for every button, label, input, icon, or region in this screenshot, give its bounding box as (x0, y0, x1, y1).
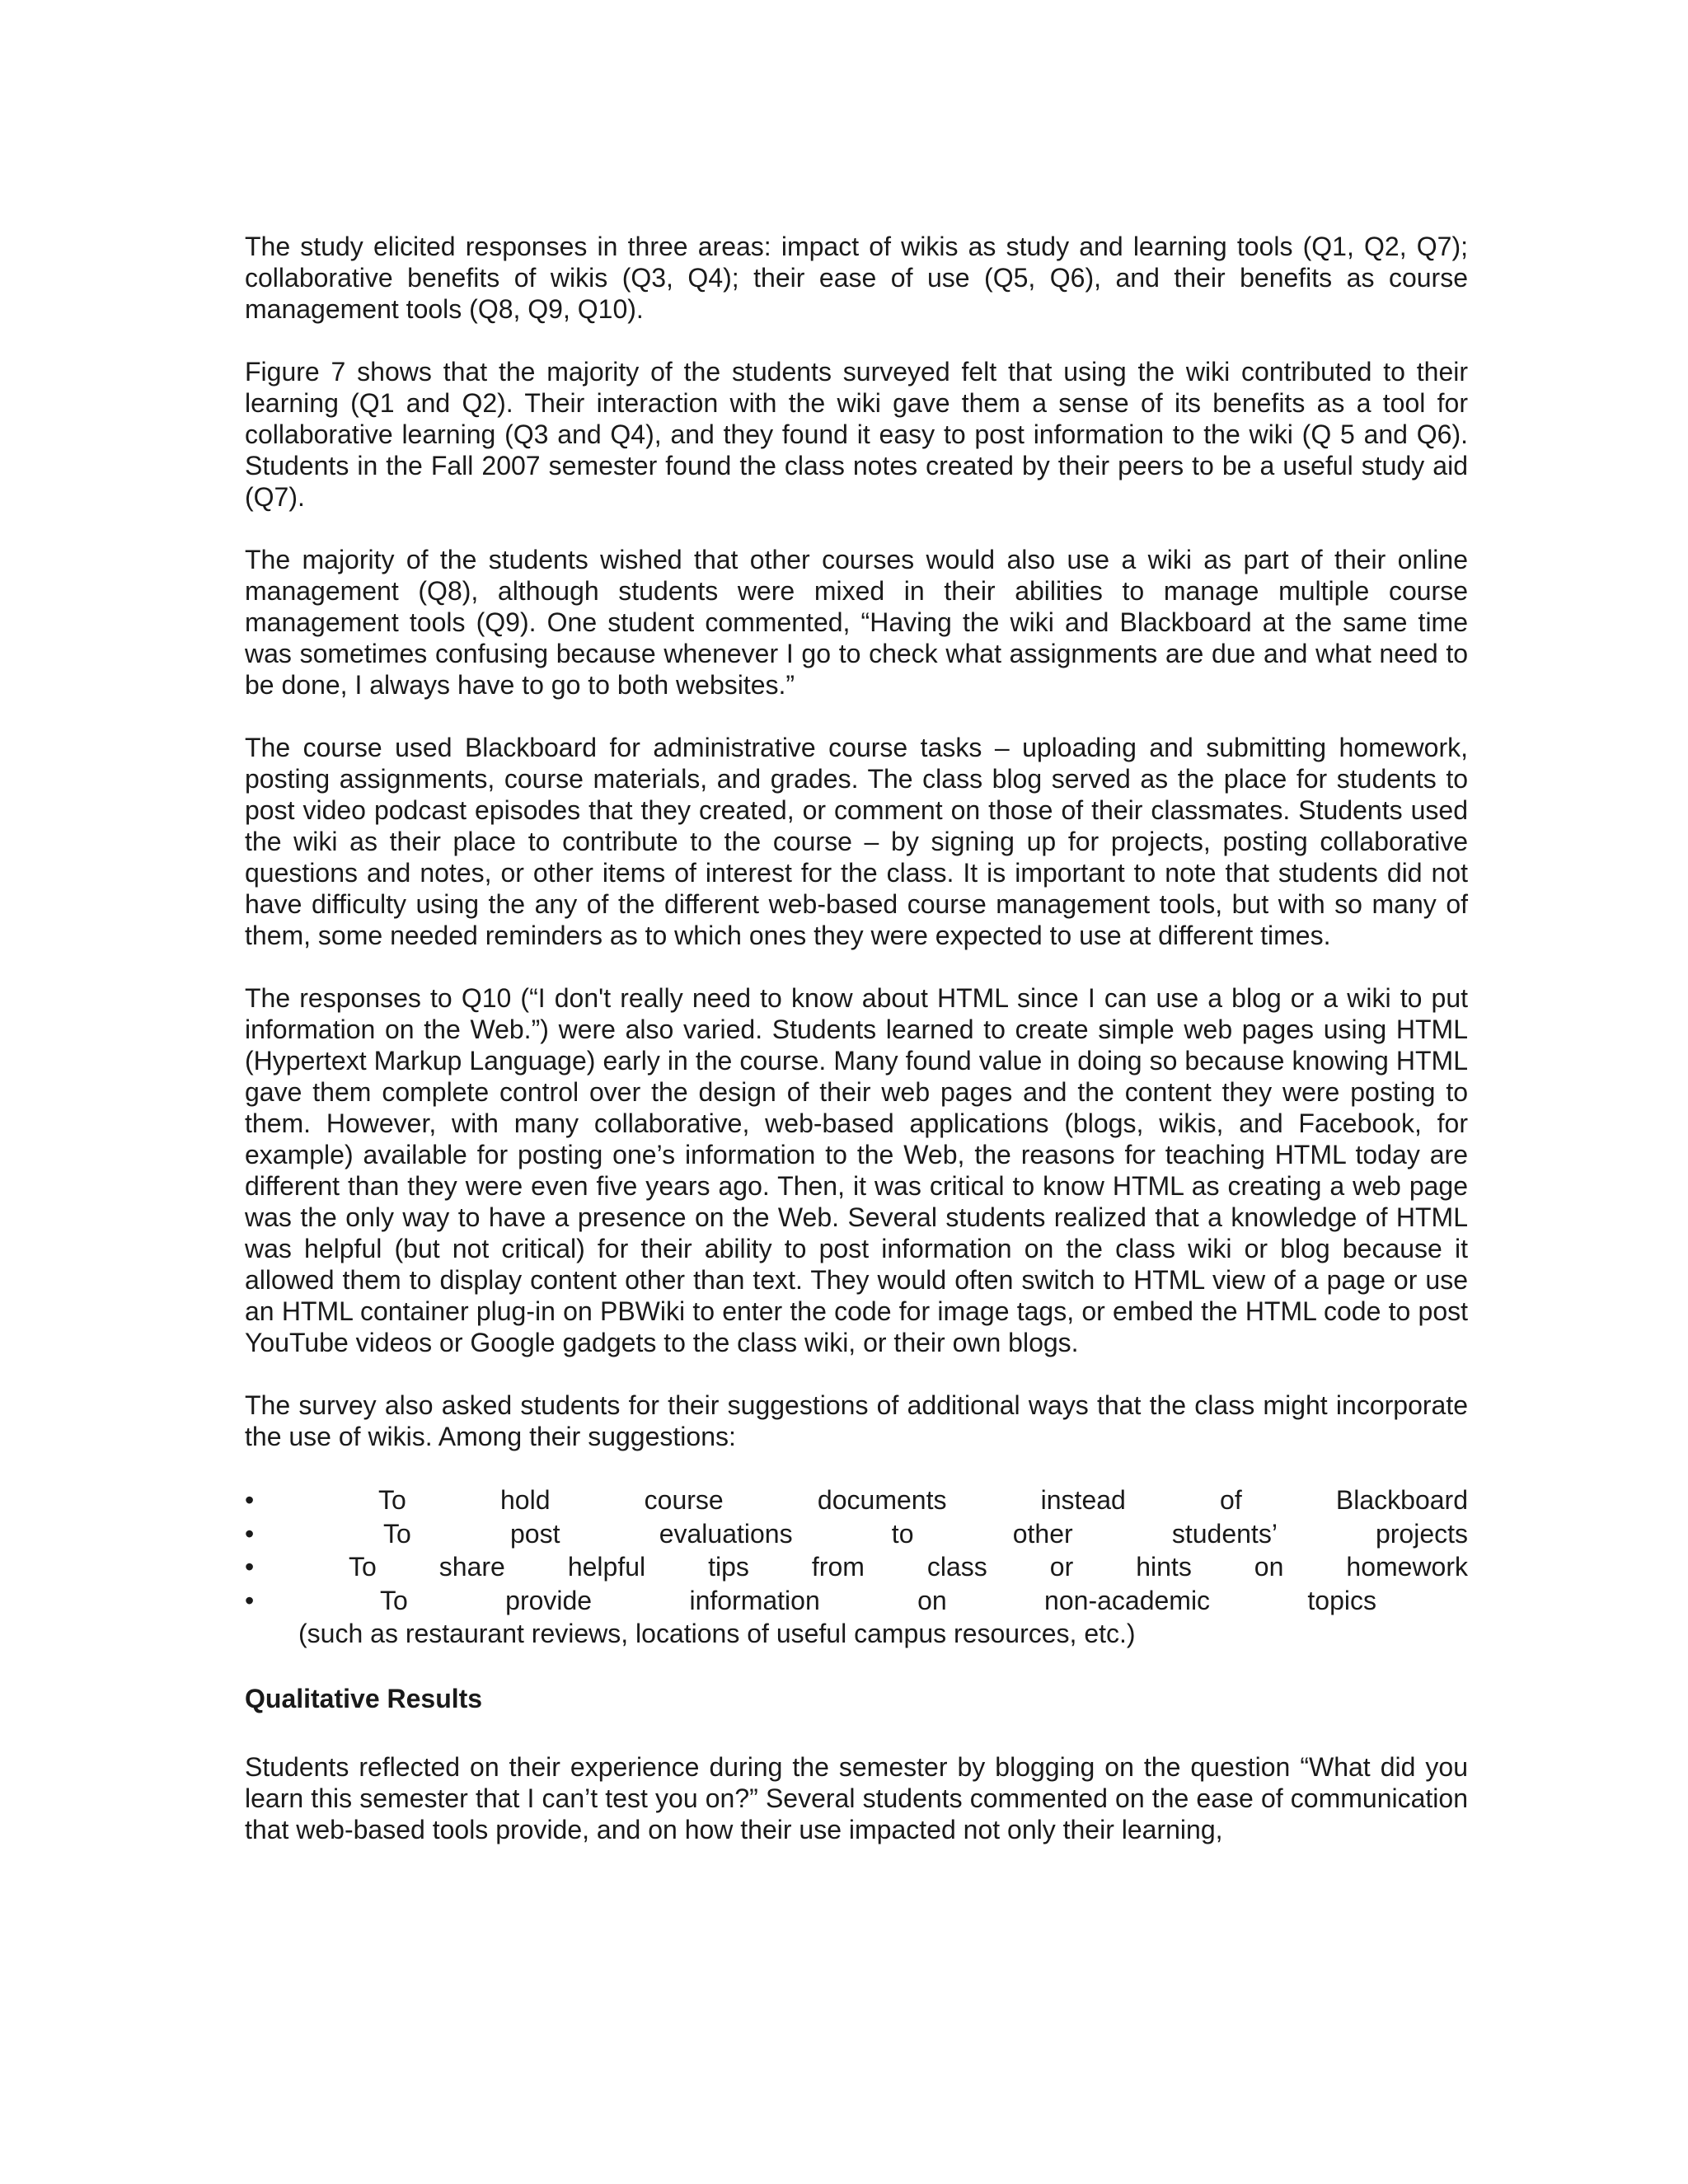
paragraph-qualitative: Students reflected on their experience during the semester by blogging on the question “What did you learn this semester that I can’t test you on?” Several students commented on the ease of communication that web-based tools provide, and on how their use impacted not only their learning, (245, 1751, 1468, 1844)
paragraph-other-courses: The majority of the students wished that other courses would also use a wiki as part of their online management (Q8), although students were mixed in their abilities to manage multiple course management tools (Q9). One student commented, “Having the wiki and Blackboard at the same time was sometimes confusing because whenever I go to check what assignments are due and what need to be done, I always have to go to both websites.” (245, 545, 1468, 700)
list-item (245, 1517, 1468, 1551)
document-page (245, 231, 1468, 1877)
suggestion-continuation: (such as restaurant reviews, locations of useful campus resources, etc.) (298, 1619, 1136, 1648)
paragraph-html-responses: The responses to Q10 (“I don't really need to know about HTML since I can use a blog or a wiki to put information on the Web.”) were also varied. Students learned to create simple web pages using HTML (Hypertext Markup Language) early in the course. Many found value in doing so because knowing HTML gave them complete control over the design of their web pages and the content they were posting to them. However, with many collaborative, web-based applications (blogs, wikis, and Facebook, for example) available for posting one’s information to the Web, the reasons for teaching HTML today are different than they were even five years ago. Then, it was critical to know HTML as creating a web page was the only way to have a presence on the Web. Several students realized that a knowledge of HTML was helpful (but not critical) for their ability to post information on the class wiki or blog because it allowed them to display content other than text. They would often switch to HTML view of a page or use an HTML container plug-in on PBWiki to enter the code for image tags, or embed the HTML code to post YouTube videos or Google gadgets to the class wiki, or their own blogs. (245, 983, 1468, 1357)
list-item (245, 1550, 1468, 1584)
paragraph-figure-7: Figure 7 shows that the majority of the students surveyed felt that using the wiki contributed to their learning (Q1 and Q2). Their interaction with the wiki gave them a sense of its benefits as a tool for collaborative learning (Q3 and Q4), and they found it easy to post information to the wiki (Q 5 and Q6). Students in the Fall 2007 semester found the class notes created by their peers to be a useful study aid (Q7). (245, 357, 1468, 512)
bullet-icon: • (245, 1485, 255, 1515)
list-item (245, 1483, 1468, 1517)
paragraph-study-areas: The study elicited responses in three areas: impact of wikis as study and learning tools (Q1, Q2, Q7); collaborative benefits of wikis (Q3, Q4); their ease of use (Q5, Q6), and their benefits as course management tools (Q8, Q9, Q10). (245, 232, 1468, 324)
bullet-icon: • (245, 1552, 255, 1582)
paragraph-suggestions-intro: The survey also asked students for their suggestions of additional ways that the class might incorporate the use of wikis. Among their suggestions: (245, 1390, 1468, 1451)
bullet-icon: • (245, 1585, 255, 1615)
suggestion-text: To hold course documents instead of Blackboard (378, 1485, 1468, 1515)
suggestion-text: To provide information on non-academic topics (380, 1585, 1376, 1615)
suggestion-text: To share helpful tips from class or hints on homework (349, 1552, 1468, 1582)
section-heading-qualitative: Qualitative Results (245, 1683, 483, 1713)
list-item (245, 1584, 1468, 1651)
suggestion-text: To post evaluations to other students’ projects (383, 1518, 1468, 1549)
bullet-icon: • (245, 1518, 255, 1549)
paragraph-blackboard: The course used Blackboard for administrative course tasks – uploading and submitting homework, posting assignments, course materials, and grades. The class blog served as the place for students to post video podcast episodes that they created, or comment on those of their classmates. Students used the wiki as their place to contribute to the course – by signing up for projects, posting collaborative questions and notes, or other items of interest for the class. It is important to note that students did not have difficulty using the any of the different web-based course management tools, but with so many of them, some needed reminders as to which ones they were expected to use at different times. (245, 733, 1468, 950)
suggestions-list (245, 1483, 1468, 1651)
